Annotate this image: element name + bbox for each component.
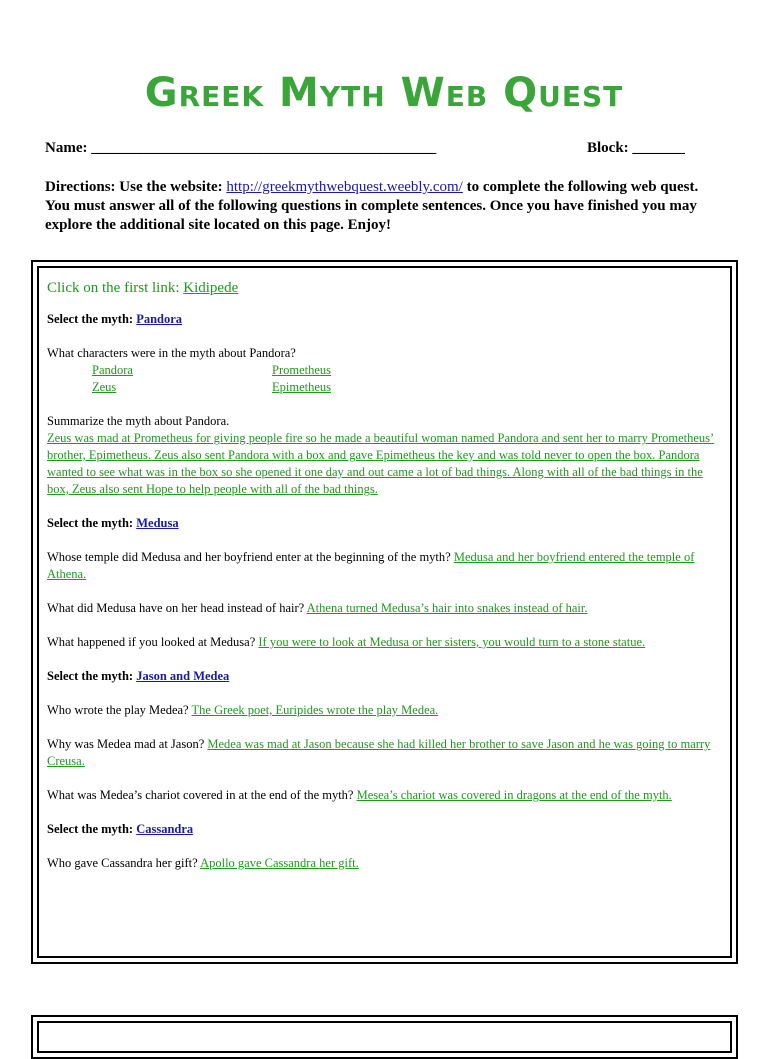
character-item: Prometheus [272,363,332,377]
jason-qa-2 [47,736,722,770]
name-line[interactable]: ______________________________________________ [91,140,437,156]
jason-answer-3: Mesea’s chariot was covered in dragons at the end of the myth. [356,788,672,802]
jason-question-2: Why was Medea mad at Jason? [47,737,208,751]
directions-rest: to complete the following web quest. You must answer all of the following questions in complete sentences. Once you have finished you may explore the additional site located on this page. Enjoy! [45,179,699,233]
medusa-question-2: What did Medusa have on her head instead of hair? [47,601,307,615]
pandora-link[interactable]: Pandora [136,312,183,326]
medusa-answer-3: If you were to look at Medusa or her sisters, you would turn to a stone statue. [258,635,646,649]
character-item: Epimetheus [272,380,332,394]
jason-answer-2: Medea was mad at Jason because she had killed her brother to save Jason and he was going to marry Creusa. [47,737,711,768]
medusa-link[interactable]: Medusa [136,516,179,530]
medusa-question-1: Whose temple did Medusa and her boyfriend enter at the beginning of the myth? [47,550,454,564]
quest-box-inner [37,266,732,958]
block-field [587,140,685,157]
cassandra-qa-1 [47,855,722,872]
jason-qa-1 [47,702,722,719]
pandora-question-1: What characters were in the myth about Pandora? [47,346,296,360]
jason-medea-link[interactable]: Jason and Medea [136,669,230,683]
quest-box [31,260,738,964]
select-label: Select the myth: [47,669,137,683]
directions-lead: Directions: Use the website: [45,179,227,195]
medusa-qa-2 [47,600,722,617]
jason-question-1: Who wrote the play Medea? [47,703,192,717]
select-label: Select the myth: [47,822,137,836]
cassandra-question-1: Who gave Cassandra her gift? [47,856,201,870]
block-line[interactable]: _______ [632,140,685,156]
select-myth-medusa [47,515,722,532]
next-box-inner [37,1021,732,1053]
first-link-instruction [47,280,722,297]
next-box [31,1015,738,1059]
block-label: Block: [587,140,629,156]
cassandra-link[interactable]: Cassandra [136,822,194,836]
character-item: Zeus [92,380,117,394]
jason-answer-1: The Greek poet, Euripides wrote the play Medea. [191,703,439,717]
name-block-row [45,140,705,157]
medusa-question-3: What happened if you looked at Medusa? [47,635,259,649]
jason-question-3: What was Medea’s chariot covered in at the end of the myth? [47,788,357,802]
medusa-qa-1 [47,549,722,583]
select-myth-jason [47,668,722,685]
medusa-answer-1: Medusa and her boyfriend entered the temple of Athena. [47,550,695,581]
medusa-qa-3 [47,634,722,651]
website-link[interactable]: http://greekmythwebquest.weebly.com/ [226,179,463,195]
directions [45,178,725,235]
select-myth-cassandra [47,821,722,838]
jason-qa-3 [47,787,722,804]
page-title: Greek Myth Web Quest [144,70,624,116]
first-link-label: Click on the first link: [47,280,184,296]
character-item: Pandora [92,363,133,377]
select-myth-pandora [47,311,722,328]
pandora-question-2: Summarize the myth about Pandora. [47,414,230,428]
medusa-answer-2: Athena turned Medusa’s hair into snakes instead of hair. [306,601,588,615]
select-label: Select the myth: [47,516,137,530]
name-label: Name: [45,140,88,156]
select-label: Select the myth: [47,312,137,326]
pandora-characters [92,362,722,396]
kidipede-link[interactable]: Kidipede [183,280,239,296]
pandora-answer-2: Zeus was mad at Prometheus for giving people fire so he made a beautiful woman named Pandora and sent her to marry Prometheus’ brother, Epimetheus. Zeus also sent Pandora with a box and gave Epimetheus the key and was told never to open the box. Pandora wanted to see what was in the box so she opened it one day and out came a lot of bad things. Along with all of the bad things in the box, Zeus also sent Hope to help people with all of the bad things. [47,431,715,496]
cassandra-answer-1: Apollo gave Cassandra her gift. [200,856,359,870]
